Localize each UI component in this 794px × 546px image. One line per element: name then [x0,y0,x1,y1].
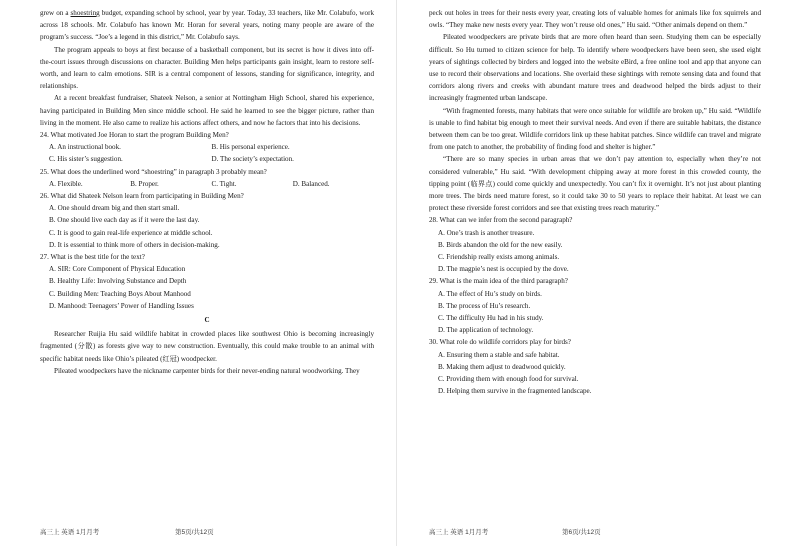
option-b[interactable]: B. Proper. [130,179,159,188]
question-25 [40,166,374,190]
option-b[interactable]: B. His personal experience. [211,143,290,152]
option-c[interactable]: C. His sister’s suggestion. [49,155,123,164]
option-a[interactable]: A. The effect of Hu’s study on birds. [438,289,542,298]
option-a[interactable]: A. SIR: Core Component of Physical Education [49,265,186,274]
passage-c-paragraph-4: “With fragmented forests, many habitats that were once suitable for wildlife are broken up,” Hu said. “Wildlife is unable to find habitat big enough to meet their survival needs. And even if there are suitable habitats, the distance between them can be too great. Wildlife corridors link up these habitat patches. Since wildlife can travel and migrate from one patch to another, the probability of finding food and shelter is higher.” [429,106,761,152]
question-stem: 26. What did Shateek Nelson learn from participating in Building Men? [40,192,244,201]
option-a[interactable]: A. Ensuring them a stable and safe habitat. [438,350,560,359]
option-d[interactable]: D. Helping them survive in the fragmented landscape. [438,387,592,396]
option-d[interactable]: D. The application of technology. [438,326,534,335]
question-30 [429,336,761,397]
right-page [397,0,794,546]
option-d[interactable]: D. It is essential to think more of others in decision-making. [49,240,220,249]
passage-c-paragraph-2-cont: peck out holes in trees for their nests every year, creating lots of valuable homes for animals like fox squirrels and owls. “They make new nests every year. They won’t reuse old ones,” Hu said. “Other animals depend on them.” [429,9,761,30]
option-d[interactable]: D. The society’s expectation. [211,155,294,164]
option-a[interactable]: A. Flexible. [49,179,83,188]
passage-c-paragraph-5: “There are so many species in urban areas that we don’t pay attention to, especially when they’re not considered vulnerable,” Hu said. “With development chipping away at more forest in this crowded county, the tipping point (临界点) could come quickly and unexpectedly. You can’t fix it overnight. It’s not just about planting more trees. The birds need mature forest, so it could take 30 to 50 years to replace their habitat. At least we can protect these riverside forest corridors and see that existing trees reach maturity.” [429,155,761,213]
question-stem: 27. What is the best title for the text? [40,253,145,262]
option-d[interactable]: D. The magpie’s nest is occupied by the dove. [438,265,569,274]
option-d[interactable]: D. Manhood: Teenagers’ Power of Handling Issues [49,301,194,310]
passage-c-paragraph-3: Pileated woodpeckers are private birds that are more often heard than seen. Studying them can be especially difficult. So Hu turned to citizen science for help. To identify where woodpeckers have been seen, she used eight years of sightings collected by birders and logged into the website eBird, a free online tool and app that anyone can use to record their observations and locations. She overlaid these sightings with remote sensing data and found that corridors along rivers and creeks with abundant mature trees and deadwood helped the birds adjust to their increasingly fragmented urban landscape. [429,33,761,103]
underlined-word-shoestring: shoestring [70,9,100,17]
passage-b-paragraph-3 [40,7,374,44]
left-column [40,7,374,377]
paragraph-text: grew on a [40,9,71,17]
options-row [40,178,374,190]
passage-b-paragraph-5: At a recent breakfast fundraiser, Shateek Nelson, a senior at Nottingham High School, shared his experience, having participated in Building Men since middle school. He said he learned to see the bigger picture, rather than living in the moment. He also came to realize his actions affect others, and now he factors that into his decisions. [40,94,374,127]
option-b[interactable]: B. One should live each day as if it were the last day. [49,216,200,225]
footer-page-number: 第5页/共12页 [175,529,214,536]
footer-page-number: 第6页/共12页 [562,529,601,536]
section-heading-c: C [204,316,210,325]
footer-exam-label: 高三上 英语 1月月考 [429,529,489,536]
passage-b-paragraph-4: The program appeals to boys at first because of a basketball component, but its secret is how it dives into off-the-court issues through discussions on character. Building Men helps participants gain insight, learn to restore self-worth, and learn to calm emotions. SIR is a central component of lessons, standing for significance, integrity, and relationships. [40,45,374,91]
option-b[interactable]: B. Making them adjust to deadwood quickly. [438,362,566,371]
option-a[interactable]: A. One should dream big and then start small. [49,204,180,213]
option-b[interactable]: B. The process of Hu’s research. [438,301,531,310]
paragraph-text: budget, expanding school by school, year by year. Today, 33 teachers, like Mr. Colabufo, work across 18 schools. Mr. Colabufo has known Mr. Horan for several years, noting many people are aware of the program’s success. “Joe’s a legend in this district,” Mr. Colabufo says. [40,9,374,42]
question-27 [40,251,374,312]
option-a[interactable]: A. One’s trash is another treasure. [438,228,535,237]
right-column [429,7,761,398]
options-row [40,141,374,153]
option-c[interactable]: C. Providing them with enough food for survival. [438,375,579,384]
option-c[interactable]: C. Building Men: Teaching Boys About Manhood [49,289,191,298]
question-stem: 30. What role do wildlife corridors play for birds? [429,338,571,347]
footer-exam-label: 高三上 英语 1月月考 [40,529,100,536]
question-26 [40,190,374,251]
question-stem: 25. What does the underlined word “shoestring” in paragraph 3 probably mean? [40,167,267,176]
option-c[interactable]: C. Tight. [211,179,237,188]
options-row [40,153,374,165]
option-b[interactable]: B. Healthy Life: Involving Substance and Depth [49,277,187,286]
question-24 [40,129,374,166]
question-28 [429,214,761,275]
question-stem: 28. What can we infer from the second paragraph? [429,216,573,225]
question-29 [429,275,761,336]
question-stem: 24. What motivated Joe Horan to start the program Building Men? [40,131,229,140]
option-c[interactable]: C. Friendship really exists among animals. [438,253,560,262]
option-b[interactable]: B. Birds abandon the old for the new easily. [438,240,563,249]
question-stem: 29. What is the main idea of the third paragraph? [429,277,568,286]
option-a[interactable]: A. An instructional book. [49,143,121,152]
passage-c-paragraph-2: Pileated woodpeckers have the nickname carpenter birds for their never-ending natural woodworking. They [54,366,360,375]
option-c[interactable]: C. The difficulty Hu had in his study. [438,314,544,323]
option-c[interactable]: C. It is good to gain real-life experience at middle school. [49,228,213,237]
option-d[interactable]: D. Balanced. [292,179,330,188]
passage-c-paragraph-1: Researcher Ruijia Hu said wildlife habitat in crowded places like southwest Ohio is becoming increasingly fragmented (分散) as forests give way to new construction. Eventually, this could make trouble to an animal with specific habitat needs like Ohio’s pileated (红冠) woodpecker. [40,330,374,363]
